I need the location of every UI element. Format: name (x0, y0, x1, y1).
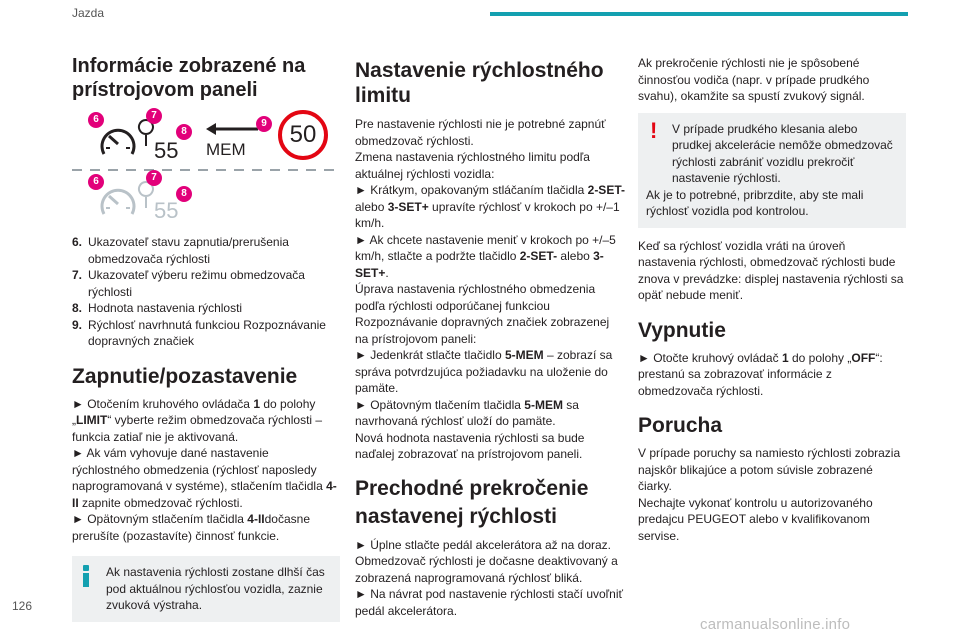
warning-note-text: V prípade prudkého klesania alebo prudkej akcelerácie nemôže obmedzovač rýchlosti zabrániť vozidlu prekročiť nastavenie rýchlosti. (672, 121, 893, 185)
title-speed-limit-setting: Nastavenie rýchlostného limitu (355, 59, 604, 107)
warning-note-text: Ak je to potrebné, pribrzdite, aby ste mali rýchlosť vozidla pod kontrolou. (646, 187, 864, 218)
paragraph: ► Na návrat pod nastavenie rýchlosti stačí uvoľniť pedál akcelerátora. (355, 587, 624, 618)
speed-setting-value: 55 (154, 138, 179, 163)
badge-7-dim: 7 (146, 170, 162, 186)
legend-item: 8. Hodnota nastavenia rýchlosti (72, 301, 243, 315)
badge-7: 7 (146, 108, 162, 124)
paragraph: ► Otočte kruhový ovládač 1 do polohy „OFF“: prestanú sa zobrazovať informácie z obmedzovača rýchlosti. (638, 350, 883, 398)
badge-6: 6 (88, 112, 104, 128)
speed-limit-sign: 50 (278, 110, 328, 160)
limiter-gauge-icon (98, 122, 138, 162)
instrument-illustration (72, 108, 340, 224)
paragraph: ► Ak chcete nastavenie meniť v krokoch po +/–5 km/h, stlačte a podržte tlačidlo 2-SET- alebo 3-SET+. (355, 232, 616, 280)
paragraph: ► Úplne stlačte pedál akcelerátora až na doraz. Obmedzovač rýchlosti je dočasne deaktivovaný a zobrazená naprogramovaná rýchlosť bliká. (355, 537, 618, 585)
page-number: 126 (12, 599, 33, 613)
title-activation: Zapnutie/pozastavenie (72, 364, 298, 388)
legend-item: 7. Ukazovateľ výberu režimu obmedzovača rýchlosti (72, 268, 305, 299)
paragraph: Nová hodnota nastavenia rýchlosti sa bude naďalej zobrazovať na prístrojovom paneli. (355, 430, 585, 461)
info-icon (82, 565, 90, 587)
title-instrument-info: Informácie zobrazené na prístrojovom paneli (72, 55, 306, 101)
arrow-left-icon (206, 122, 258, 136)
legend-item: 9. Rýchlosť navrhnutá funkciou Rozpoznávanie dopravných značiek (72, 317, 326, 348)
column-3 (638, 55, 906, 544)
column-2 (355, 58, 625, 619)
limiter-gauge-dim-icon (98, 182, 138, 222)
legend-list (72, 234, 340, 350)
paragraph: Keď sa rýchlosť vozidla vráti na úroveň nastavenia rýchlosti, obmedzovač rýchlosti bude znova v prevádzke: displej nastavenia rýchlosti sa opäť nebude meniť. (638, 238, 904, 302)
paragraph: ► Krátkym, opakovaným stláčaním tlačidla 2-SET- alebo 3-SET+ upravíte rýchlosť v krokoch po +/–1 km/h. (355, 183, 625, 230)
speed-setting-dim-value: 55 (154, 198, 179, 223)
legend-item: 6. Ukazovateľ stavu zapnutia/prerušenia obmedzovača rýchlosti (72, 235, 289, 266)
warning-note (638, 113, 906, 228)
watermark: carmanualsonline.info (700, 616, 851, 633)
warning-icon: ! (650, 117, 658, 143)
title-fault: Porucha (638, 414, 723, 437)
paragraph: ► Jedenkrát stlačte tlačidlo 5-MEM – zobrazí sa správa potvrdzujúca požiadavku na uloženie do pamäte. (355, 348, 613, 395)
paragraph: ► Opätovným tlačením tlačidla 5-MEM sa navrhovaná rýchlosť uloží do pamäte. (355, 397, 579, 428)
badge-8: 8 (176, 124, 192, 140)
badge-8-dim: 8 (176, 186, 192, 202)
info-note-text: Ak nastavenia rýchlosti zostane dlhší čas pod aktuálnou rýchlosťou vozidla, zaznie zvuková výstraha. (106, 565, 325, 612)
paragraph: Zmena nastavenia rýchlostného limitu podľa aktuálnej rýchlosti vozidla: (355, 150, 590, 181)
mem-label: MEM (206, 140, 246, 159)
paragraph: Ak prekročenie rýchlosti nie je spôsobené činnosťou vodiča (napr. v prípade prudkého svahu), okamžite sa spustí zvukový signál. (638, 56, 870, 103)
paragraph: Nechajte vykonať kontrolu u autorizovaného predajcu PEUGEOT alebo v kvalifikovanom servise. (638, 495, 873, 543)
title-temporary-exceed: Prechodné prekročenie nastavenej rýchlosti (355, 476, 589, 528)
paragraph: ► Opätovným stlačením tlačidla 4-IIdočasne prerušíte (pozastavíte) činnosť funkcie. (72, 512, 310, 543)
paragraph: V prípade poruchy sa namiesto rýchlosti zobrazia najskôr blikajúce a potom súvisle zobrazené čiarky. (638, 446, 901, 493)
paragraph: ► Ak vám vyhovuje dané nastavenie rýchlostného obmedzenia (rýchlosť naposledy naprogramovaná v systéme), stlačením tlačidla 4-II zapnite obmedzovač rýchlosti. (72, 446, 337, 510)
paragraph: ► Otočením kruhového ovládača 1 do polohy „LIMIT“ vyberte režim obmedzovača rýchlosti – funkcia zatiaľ nie je aktivovaná. (72, 396, 323, 444)
badge-9: 9 (256, 116, 272, 132)
paragraph: Pre nastavenie rýchlosti nie je potrebné zapnúť obmedzovač rýchlosti. (355, 117, 606, 148)
info-note (72, 556, 340, 622)
section-header: Jazda (72, 6, 105, 20)
title-switch-off: Vypnutie (638, 318, 726, 342)
paragraph: Úprava nastavenia rýchlostného obmedzenia podľa rýchlosti odporúčanej funkciou Rozpoznávanie dopravných značiek zobrazenej na prístrojovom paneli: (355, 282, 610, 346)
dashed-separator (72, 168, 340, 172)
column-1 (72, 54, 340, 622)
header-accent-bar (490, 12, 908, 16)
badge-6-dim: 6 (88, 174, 104, 190)
